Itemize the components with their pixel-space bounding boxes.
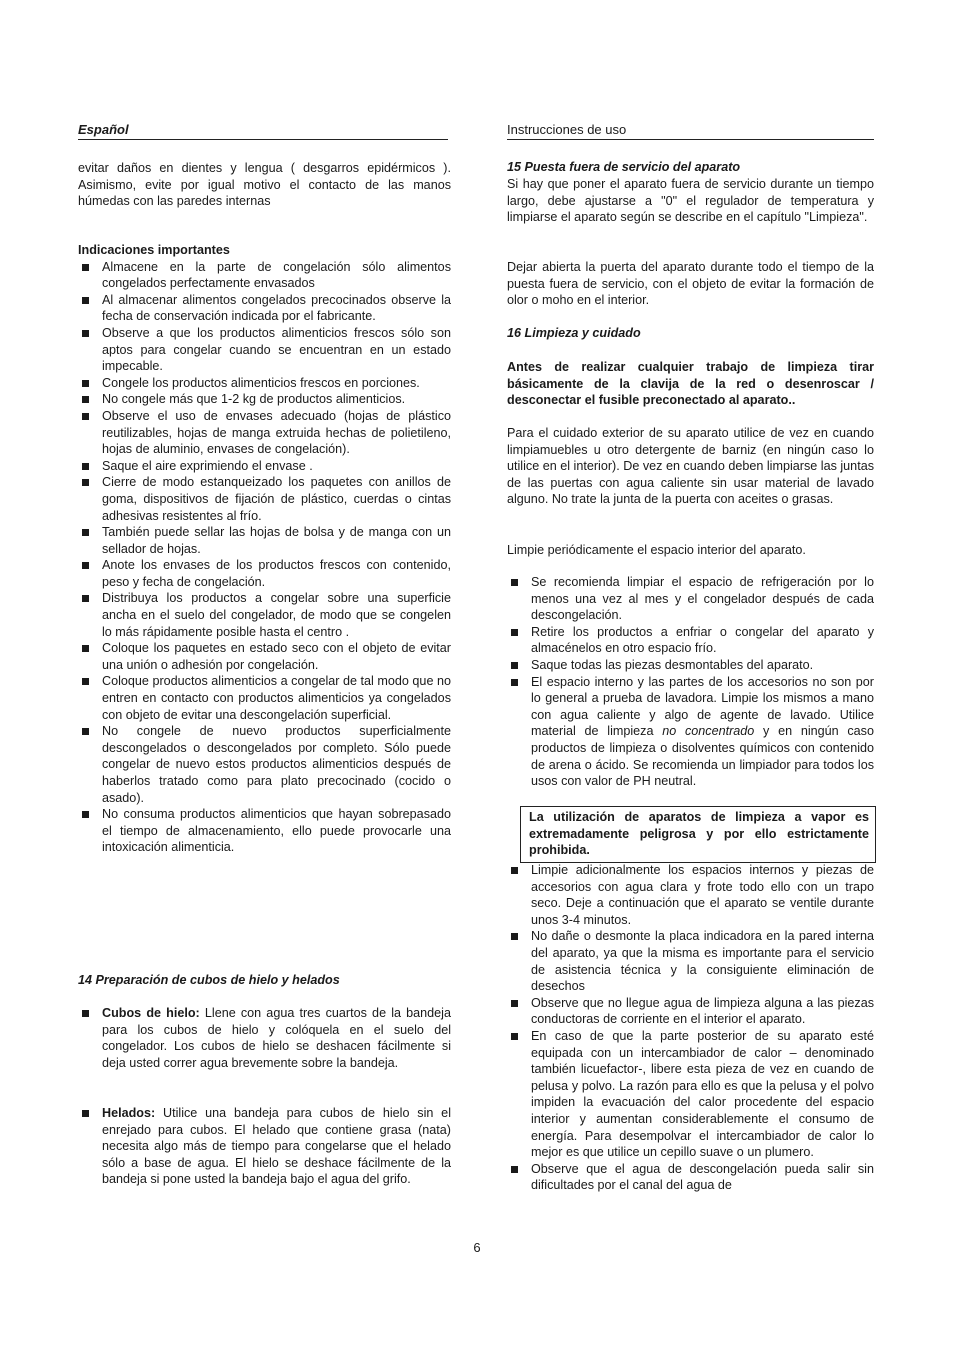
- section-15-paragraph-2: Dejar abierta la puerta del aparato durante todo el tiempo de la puesta fuera de servicio, con el objeto de evitar la formación de olor o moho en el interior.: [507, 260, 874, 308]
- page-number: 6: [473, 1240, 481, 1255]
- cleaning-list-a: [507, 574, 874, 790]
- section-16-paragraph-2: Limpie periódicamente el espacio interior del aparato.: [507, 543, 806, 557]
- list-item: También puede sellar las hojas de bolsa y de manga con un sellador de hojas.: [78, 524, 451, 557]
- header-title: Instrucciones de uso: [507, 122, 874, 140]
- list-item: Coloque productos alimenticios a congelar de tal modo que no entren en contacto con productos alimenticios ya congelados con objeto de evitar una descongelación superficial.: [78, 673, 451, 723]
- list-item: Saque el aire exprimiendo el envase .: [78, 458, 451, 475]
- section-15-paragraph-1: Si hay que poner el aparato fuera de servicio durante un tiempo largo, debe ajustarse a "0" el regulador de temperatura y limpiarse el aparato según se describe en el capítulo "Limpieza".: [507, 177, 874, 225]
- list-item: No congele de nuevo productos superficialmente descongelados o descongelados por completo. Sólo puede congelar de nuevo estos productos alimenticios después de haberlos tratado como para plato precocinado (cocido o asado).: [78, 723, 451, 806]
- intro-paragraph: evitar daños en dientes y lengua ( desgarros epidérmicos ). Asimismo, evite por igual motivo el contacto de las manos húmedas con las paredes internas: [78, 161, 451, 209]
- list-item: Observe el uso de envases adecuado (hojas de plástico reutilizables, hojas de manga extruida hechas de polietileno, hojas de aluminio, envases de congelación).: [78, 408, 451, 458]
- interior-text-pre: El espacio interno y las partes de los accesorios no son por lo general a prueba de lavadora. Limpie los mismos a mano con agua caliente y algo de agente de lavado. Utilice material de limpieza: [531, 674, 874, 739]
- list-item-interior: [507, 674, 874, 790]
- list-item: Almacene en la parte de congelación sólo alimentos congelados perfectamente envasados: [78, 259, 451, 292]
- section-14-title: 14 Preparación de cubos de hielo y helados: [78, 973, 340, 987]
- interior-text-post: y en ningún caso productos de limpieza o disolventes químicos con contenido de arena o ácido. Se recomienda un limpiador para todos los usos con valor de PH neutral.: [531, 724, 874, 789]
- list-item: Se recomienda limpiar el espacio de refrigeración por lo menos una vez al mes y el congelador después de cada descongelación.: [507, 574, 874, 624]
- list-item: No consuma productos alimenticios que hayan sobrepasado el tiempo de almacenamiento, ello puede provocarle una intoxicación alimenticia.: [78, 806, 451, 856]
- section-16-warning: Antes de realizar cualquier trabajo de limpieza tirar básicamente de la clavija de la red o desenroscar / desconectar el fusible preconectado al aparato..: [507, 360, 874, 408]
- ice-cubes-item: [78, 1005, 451, 1071]
- list-item: Observe que no llegue agua de limpieza alguna a las piezas conductoras de corriente en el interior el aparato.: [507, 995, 874, 1028]
- list-item: Anote los envases de los productos frescos con contenido, peso y fecha de congelación.: [78, 557, 451, 590]
- section-15-title: 15 Puesta fuera de servicio del aparato: [507, 160, 741, 174]
- list-item: Limpie adicionalmente los espacios internos y piezas de accesorios con agua clara y frote todo ello con un trapo seco. Deje a continuación que el aparato se ventile durante unos 3-4 minutos.: [507, 862, 874, 928]
- list-item: En caso de que la parte posterior de su aparato esté equipada con un intercambiador de calor – denominado también licuefactor-, libere esta pieza de vez en cuando de pelusa y polvo. La razón para ello es que la pelusa y el polvo impiden la evacuación del calor procedente del espacio interior y aumentan considerablemente el consumo de energía. Para desempolvar el intercambiador de calor lo mejor es que utilice un cepillo suave o un plumero.: [507, 1028, 874, 1161]
- list-item: Distribuya los productos a congelar sobre una superficie ancha en el suelo del congelador, de modo que se congelen lo más rápidamente posible hasta el centro .: [78, 590, 451, 640]
- list-item: Coloque los paquetes en estado seco con el objeto de evitar una unión o adhesión por congelación.: [78, 640, 451, 673]
- list-item: Al almacenar alimentos congelados precocinados observe la fecha de conservación indicada por el fabricante.: [78, 292, 451, 325]
- important-heading: Indicaciones importantes: [78, 243, 230, 257]
- header-language: Español: [78, 122, 448, 140]
- list-item: Saque todas las piezas desmontables del aparato.: [507, 657, 874, 674]
- list-item: No dañe o desmonte la placa indicadora en la pared interna del aparato, ya que la misma es importante para el servicio de asistencia técnica y la consiguiente eliminación de desechos: [507, 928, 874, 994]
- list-item: Cierre de modo estanqueizado los paquetes con anillos de goma, dispositivos de fijación de plástico, cuerdas o cintas adhesivas resistentes al frío.: [78, 474, 451, 524]
- cleaning-list-b: [507, 862, 874, 1194]
- ice-cream-item: [78, 1105, 451, 1188]
- list-item: Congele los productos alimenticios frescos en porciones.: [78, 375, 451, 392]
- section-16-title: 16 Limpieza y cuidado: [507, 326, 641, 340]
- ice-cream-label: Helados:: [102, 1106, 156, 1120]
- list-item: Observe que el agua de descongelación pueda salir sin dificultades por el canal del agua de: [507, 1161, 874, 1194]
- ice-cubes-label: Cubos de hielo:: [102, 1006, 200, 1020]
- list-item: Retire los productos a enfriar o congelar del aparato y almacénelos en otro espacio frío.: [507, 624, 874, 657]
- list-item: No congele más que 1-2 kg de productos alimenticios.: [78, 391, 451, 408]
- ice-cream-text: Utilice una bandeja para cubos de hielo sin el enrejado para cubos. El helado que contiene grasa (nata) necesita algo más de tiempo para congelarse que el helado sólo a base de agua. El hielo se deshace fácilmente de la bandeja si pone usted la bandeja bajo el agua del grifo.: [102, 1106, 451, 1187]
- section-16-paragraph-1: Para el cuidado exterior de su aparato utilice de vez en cuando limpiamuebles u otro detergente de barniz (en ningún caso lo utilice en el interior). De vez en cuando deben limpiarse las juntas de las puertas con agua caliente sin usar material de lavado alguno. No trate la junta de la puerta con aceites o grasas.: [507, 426, 874, 507]
- ice-cubes-text: Llene con agua tres cuartos de la bandeja para los cubos de hielo y colóquela en el suelo del congelador. Los cubos de hielo se deshacen fácilmente si deja usted correr agua brevemente sobre la bandeja.: [102, 1006, 451, 1070]
- interior-text-emphasis: no concentrado: [662, 724, 755, 739]
- list-item: Observe a que los productos alimenticios frescos sólo son aptos para congelar cuando se encuentran en un estado impecable.: [78, 325, 451, 375]
- important-list: [78, 259, 451, 856]
- steam-cleaner-warning-box: La utilización de aparatos de limpieza a vapor es extremadamente peligrosa y por ello estrictamente prohibida.: [520, 806, 876, 863]
